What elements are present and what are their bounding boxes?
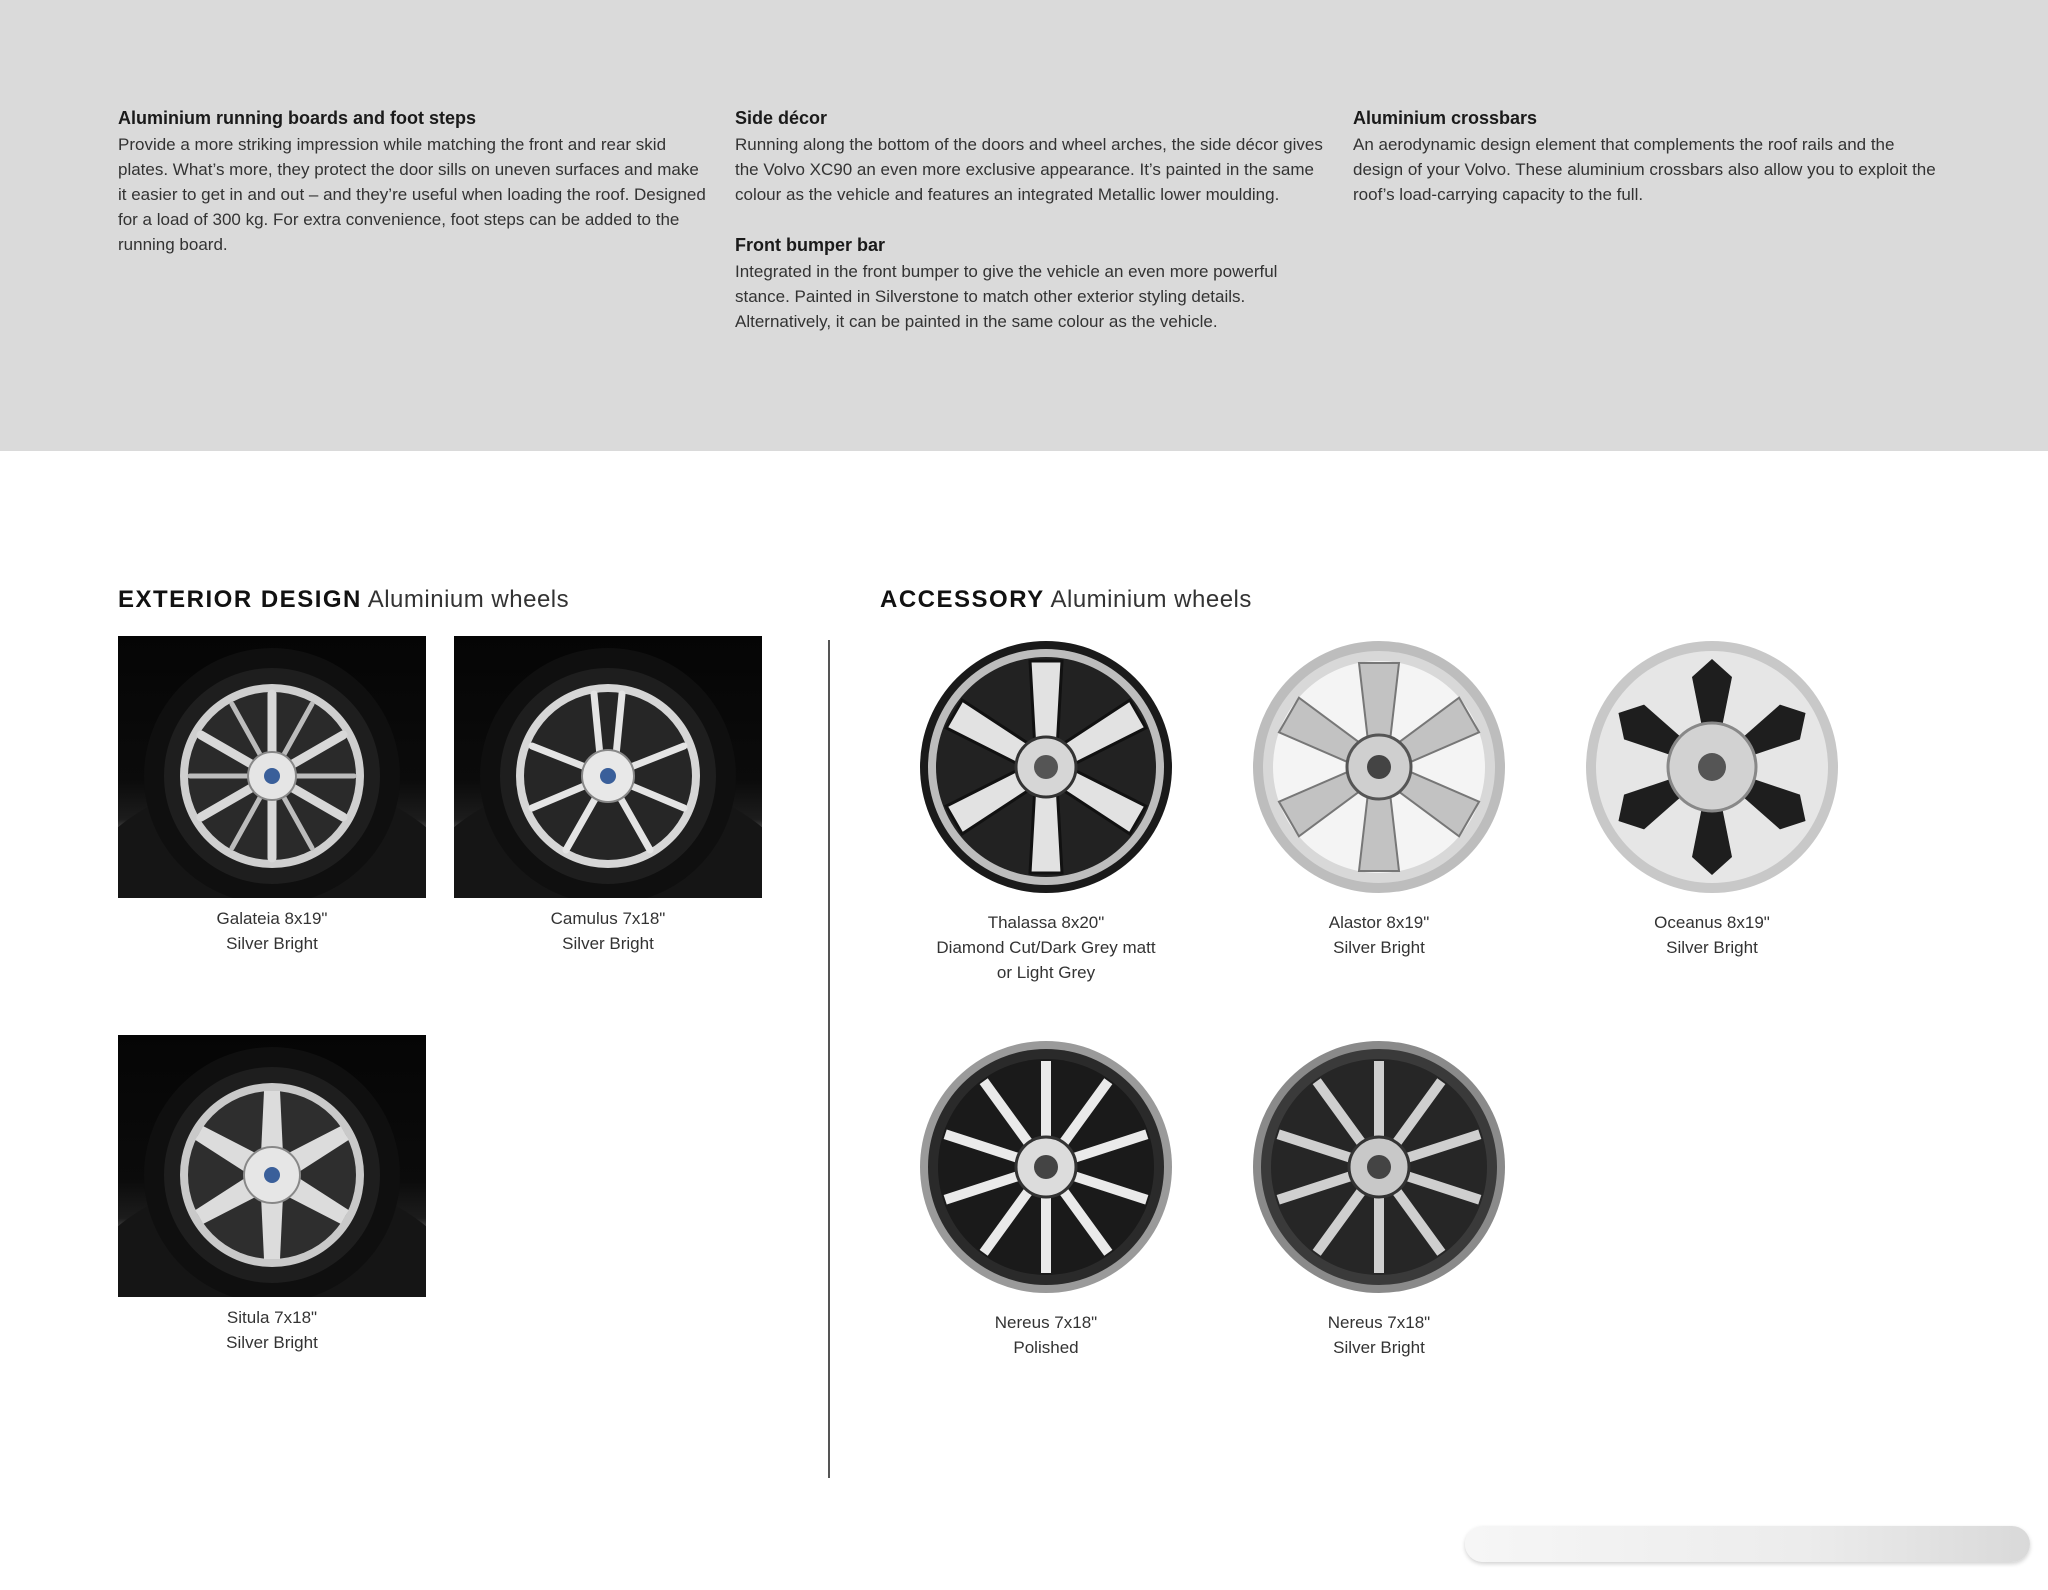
- block-body: Running along the bottom of the doors and wheel arches, the side décor gives the Volvo XC90 an even more exclusive appearance. It’s painted in the same colour as the vehicle and features an integrated Metallic lower moulding.: [735, 135, 1323, 204]
- wheel-name: Galateia 8x19": [216, 909, 328, 928]
- oceanus-wheel-icon: [1582, 637, 1842, 897]
- exterior-title-light: Aluminium wheels: [367, 586, 570, 613]
- wheel-name: Oceanus 8x19": [1654, 913, 1770, 932]
- nereus-silver-wheel-icon: [1249, 1037, 1509, 1297]
- caption-galateia: [118, 906, 426, 956]
- wheel-finish: Polished: [1013, 1338, 1079, 1357]
- wheel-finish: Silver Bright: [226, 934, 318, 953]
- accessory-title-light: Aluminium wheels: [1050, 586, 1252, 613]
- caption-oceanus: [1562, 910, 1862, 960]
- exterior-design-title: [118, 586, 569, 614]
- block-body: Integrated in the front bumper to give the vehicle an even more powerful stance. Painted in Silverstone to match other exterior styling details. Alternatively, it can be painted in the same colour as the vehicle.: [735, 262, 1278, 331]
- alastor-wheel-icon: [1249, 637, 1509, 897]
- wheel-name: Thalassa 8x20": [987, 913, 1105, 932]
- caption-alastor: [1229, 910, 1529, 960]
- wheel-finish: Silver Bright: [1666, 938, 1758, 957]
- thalassa-wheel-icon: [916, 637, 1176, 897]
- wheel-name: Nereus 7x18": [1327, 1313, 1431, 1332]
- block-body: Provide a more striking impression while matching the front and rear skid plates. What’s more, they protect the door sills on uneven surfaces and make it easier to get in and out – and they’re useful when loading the roof. Designed for a load of 300 kg. For extra convenience, foot steps can be added to the running board.: [118, 135, 706, 254]
- wheel-photo-camulus: [454, 636, 762, 898]
- block-body: An aerodynamic design element that complements the roof rails and the design of your Volvo. These aluminium crossbars also allow you to exploit the roof’s load-carrying capacity to the full.: [1353, 135, 1936, 204]
- accessory-title: [880, 586, 1252, 614]
- wheel-finish-alt: or Light Grey: [996, 963, 1096, 982]
- wheel-finish: Diamond Cut/Dark Grey matt: [936, 938, 1156, 957]
- wheel-finish: Silver Bright: [1333, 938, 1425, 957]
- wheel-name: Nereus 7x18": [994, 1313, 1098, 1332]
- block-heading: Side décor: [735, 108, 828, 128]
- wheel-finish: Silver Bright: [562, 934, 654, 953]
- caption-camulus: [454, 906, 762, 956]
- wheel-photo-icon: [454, 636, 762, 898]
- wheel-name: Alastor 8x19": [1328, 913, 1430, 932]
- wheel-name: Situla 7x18": [226, 1308, 318, 1327]
- exterior-title-bold: EXTERIOR DESIGN: [118, 586, 362, 613]
- info-column-3: [1353, 106, 1943, 233]
- nereus-polished-wheel-icon: [916, 1037, 1176, 1297]
- caption-situla: [118, 1305, 426, 1355]
- wheel-finish: Silver Bright: [226, 1333, 318, 1352]
- info-column-1: [118, 106, 708, 283]
- wheel-finish: Silver Bright: [1333, 1338, 1425, 1357]
- wheel-photo-galateia: [118, 636, 426, 898]
- caption-nereus-polished: [896, 1310, 1196, 1360]
- wheel-name: Camulus 7x18": [550, 909, 666, 928]
- info-column-2: [735, 106, 1325, 360]
- block-heading: Aluminium running boards and foot steps: [118, 108, 476, 128]
- accessory-title-bold: ACCESSORY: [880, 586, 1045, 613]
- wheel-photo-situla: [118, 1035, 426, 1297]
- wheel-photo-icon: [118, 1035, 426, 1297]
- page-footer-decoration: [1465, 1526, 2030, 1562]
- block-heading: Front bumper bar: [735, 235, 886, 255]
- caption-nereus-silver: [1229, 1310, 1529, 1360]
- section-divider: [828, 640, 830, 1478]
- block-heading: Aluminium crossbars: [1353, 108, 1538, 128]
- wheel-photo-icon: [118, 636, 426, 898]
- caption-thalassa: [896, 910, 1196, 985]
